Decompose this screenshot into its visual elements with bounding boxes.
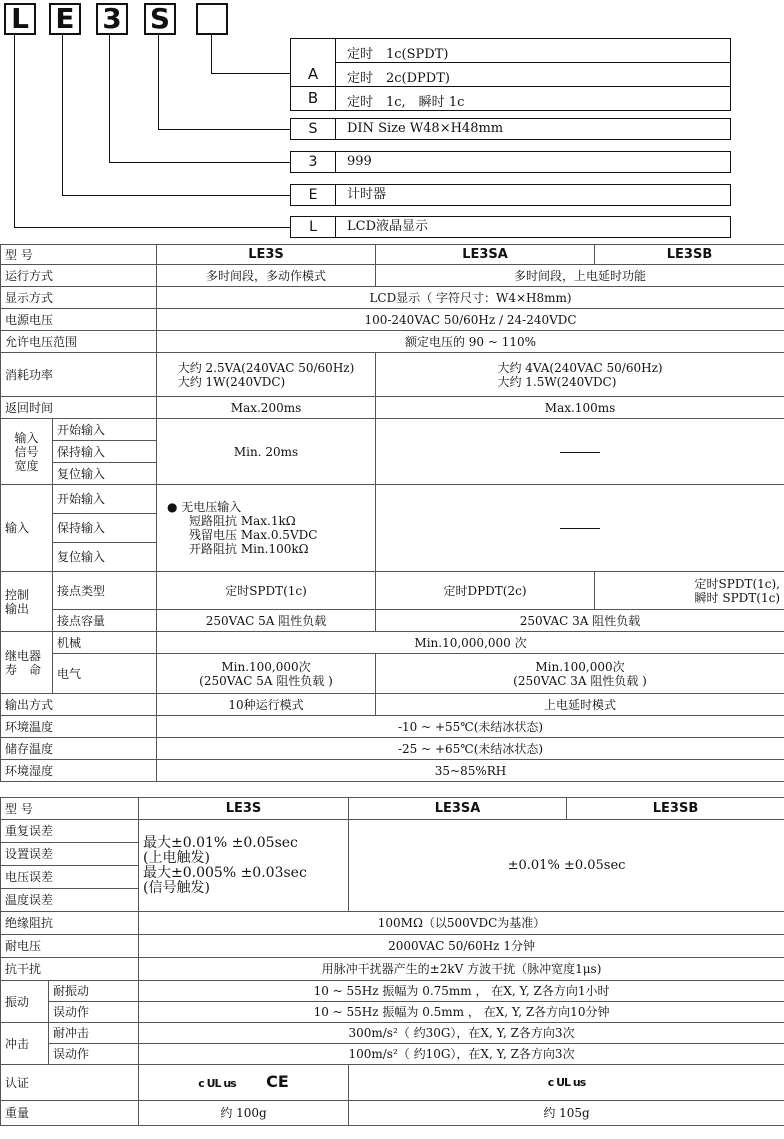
option-key: L [291, 217, 336, 237]
sub-label: 耐冲击 [49, 1023, 139, 1044]
cert-marks-le3s [139, 1065, 349, 1101]
spec-table-1 [0, 244, 784, 782]
model-le3sa: LE3SA [376, 245, 595, 265]
row-label: 控制 输出 [1, 572, 53, 632]
option-text: 计时器 [347, 187, 387, 202]
text-line: ● 无电压输入 [167, 500, 242, 514]
cell-value: 300m/s²（ 约30G），在X, Y, Z各方向3次 [139, 1023, 784, 1044]
text-line: Min.100,000次 [221, 659, 311, 674]
option-key: S [291, 119, 336, 139]
connector-line [211, 35, 212, 74]
option-key: E [291, 185, 336, 205]
row-label: 显示方式 [1, 287, 157, 309]
dash-cell [376, 419, 784, 485]
code-box-e: E [49, 3, 81, 35]
row-label: 温度误差 [1, 889, 139, 912]
option-text: 定时 2c(DPDT) [347, 71, 450, 86]
cell-value: 250VAC 3A 阻性负载 [376, 610, 784, 632]
cell-value [139, 820, 349, 912]
cell-value [157, 485, 376, 572]
model-label: 型 号 [1, 245, 157, 265]
option-key: A [307, 65, 319, 83]
model-le3sb: LE3SB [567, 798, 784, 820]
cert-marks-others [349, 1065, 784, 1101]
option-row-l [290, 216, 731, 238]
text-line: 大约 4VA(240VAC 50/60Hz) [497, 360, 663, 375]
row-label: 环境湿度 [1, 760, 157, 782]
cell-value [157, 654, 376, 694]
model-le3s: LE3S [157, 245, 376, 265]
cell-value: 定时DPDT(2c) [376, 572, 595, 610]
code-box-3: 3 [96, 3, 128, 35]
row-label: 输入 [1, 485, 53, 572]
row-label: 耐电压 [1, 935, 139, 958]
sub-label: 开始输入 [53, 485, 157, 514]
connector-line [62, 195, 291, 196]
connector-line [14, 227, 291, 228]
connector-line [62, 35, 63, 196]
row-label: 储存温度 [1, 738, 157, 760]
row-label: 重量 [1, 1101, 139, 1126]
text-line: (250VAC 3A 阻性负载 ) [513, 673, 647, 688]
text-line: 开路阻抗 Min.100kΩ [189, 542, 309, 556]
option-row-3 [290, 151, 731, 173]
sub-label: 误动作 [49, 1044, 139, 1065]
cell-value: Min. 20ms [157, 419, 376, 485]
cell-value: 多时间段，上电延时功能 [376, 265, 784, 287]
row-label: 输出方式 [1, 694, 157, 716]
option-text: 定时 1c, 瞬时 1c [347, 95, 465, 110]
sub-label: 复位输入 [53, 543, 157, 572]
text-line: (上电触发) [143, 849, 210, 866]
sub-label: 机械 [53, 632, 157, 654]
row-label: 环境温度 [1, 716, 157, 738]
option-text: 999 [347, 154, 372, 169]
option-key: 3 [291, 152, 336, 172]
sub-label: 接点容量 [53, 610, 157, 632]
text-line: 瞬时 SPDT(1c) [694, 590, 781, 605]
code-box-s: S [144, 3, 176, 35]
connector-line [109, 35, 110, 163]
cell-value [595, 572, 784, 610]
option-text: 定时 1c(SPDT) [347, 47, 449, 62]
model-label: 型 号 [1, 798, 139, 820]
connector-line [211, 73, 291, 74]
row-label: 返回时间 [1, 397, 157, 419]
sub-label: 接点类型 [53, 572, 157, 610]
cell-value: -25 ~ +65℃(未结冰状态) [157, 738, 784, 760]
cell-value: Min.10,000,000 次 [157, 632, 784, 654]
row-label: 绝缘阻抗 [1, 912, 139, 935]
cell-value: 约 100g [139, 1101, 349, 1126]
row-label: 认证 [1, 1065, 139, 1101]
cell-value: 100m/s²（ 约10G），在X, Y, Z各方向3次 [139, 1044, 784, 1065]
text-line: 大约 1W(240VDC) [177, 374, 286, 389]
option-group-suffix [290, 38, 731, 111]
model-le3sb: LE3SB [595, 245, 784, 265]
sub-label: 误动作 [49, 1002, 139, 1023]
connector-line [158, 35, 159, 130]
sub-label: 保持输入 [53, 441, 157, 463]
text-line: 大约 1.5W(240VDC) [497, 374, 617, 389]
row-label: 冲击 [1, 1023, 49, 1065]
row-label: 抗干扰 [1, 958, 139, 981]
text-line: Min.100,000次 [535, 659, 625, 674]
sub-label: 耐振动 [49, 981, 139, 1002]
cell-value: 2000VAC 50/60Hz 1分钟 [139, 935, 784, 958]
option-text: LCD液晶显示 [347, 219, 429, 234]
cell-value: 10 ~ 55Hz 振幅为 0.75mm ， 在X, Y, Z各方向1小时 [139, 981, 784, 1002]
row-label: 输入 信号 宽度 [1, 419, 53, 485]
cell-value: 定时SPDT(1c) [157, 572, 376, 610]
code-box-l: L [4, 3, 36, 35]
cell-value: 10种运行模式 [157, 694, 376, 716]
cell-value: 35~85%RH [157, 760, 784, 782]
cell-value: 250VAC 5A 阻性负载 [157, 610, 376, 632]
cell-value: 100-240VAC 50/60Hz / 24-240VDC [157, 309, 784, 331]
cell-value: 多时间段，多动作模式 [157, 265, 376, 287]
connector-line [109, 162, 291, 163]
option-row-e [290, 184, 731, 206]
cell-value [376, 353, 784, 397]
text-line: 定时SPDT(1c), [694, 576, 781, 591]
cell-value: 10 ~ 55Hz 振幅为 0.5mm ， 在X, Y, Z各方向10分钟 [139, 1002, 784, 1023]
text-line: (信号触发) [143, 879, 210, 896]
row-label: 电源电压 [1, 309, 157, 331]
cell-value: Max.200ms [157, 397, 376, 419]
row-label: 重复误差 [1, 820, 139, 843]
row-label: 电压误差 [1, 866, 139, 889]
cell-value [376, 654, 784, 694]
cell-value: -10 ~ +55℃(未结冰状态) [157, 716, 784, 738]
row-label: 设置误差 [1, 843, 139, 866]
option-row-s [290, 118, 731, 140]
option-text: DIN Size W48×H48mm [347, 121, 504, 136]
model-le3s: LE3S [139, 798, 349, 820]
text-line: (250VAC 5A 阻性负载 ) [199, 673, 333, 688]
connector-line [158, 129, 291, 130]
sub-label: 保持输入 [53, 514, 157, 543]
cell-value: 用脉冲干扰器产生的±2kV 方波干扰（脉冲宽度1μs) [139, 958, 784, 981]
sub-label: 电气 [53, 654, 157, 694]
code-box-blank [196, 3, 228, 35]
cell-value: 约 105g [349, 1101, 784, 1126]
dash-cell [376, 485, 784, 572]
cell-value [157, 353, 376, 397]
connector-line [14, 35, 15, 228]
model-le3sa: LE3SA [349, 798, 567, 820]
ul-mark-icon: c UL us [547, 1076, 586, 1089]
row-label: 运行方式 [1, 265, 157, 287]
cell-value: 100MΩ（以500VDC为基准） [139, 912, 784, 935]
cell-value: LCD显示（ 字符尺寸：W4×H8mm) [157, 287, 784, 309]
cell-value: ±0.01% ±0.05sec [349, 820, 784, 912]
text-line: 残留电压 Max.0.5VDC [189, 528, 318, 542]
spec-table-2 [0, 797, 784, 1126]
ce-mark-icon: CE [266, 1071, 289, 1091]
option-key: B [307, 89, 319, 107]
row-label: 振动 [1, 981, 49, 1023]
ul-mark-icon: c UL us [198, 1076, 236, 1090]
text-line: 短路阻抗 Max.1kΩ [189, 514, 296, 528]
cell-value: 额定电压的 90 ~ 110% [157, 331, 784, 353]
text-line: 大约 2.5VA(240VAC 50/60Hz) [177, 360, 355, 375]
row-label: 允许电压范围 [1, 331, 157, 353]
row-label: 继电器 寿 命 [1, 632, 53, 694]
cell-value: Max.100ms [376, 397, 784, 419]
text-line: 最大±0.01% ±0.05sec [143, 834, 298, 851]
sub-label: 开始输入 [53, 419, 157, 441]
text-line: 最大±0.005% ±0.03sec [143, 864, 307, 881]
sub-label: 复位输入 [53, 463, 157, 485]
cell-value: 上电延时模式 [376, 694, 784, 716]
row-label: 消耗功率 [1, 353, 157, 397]
